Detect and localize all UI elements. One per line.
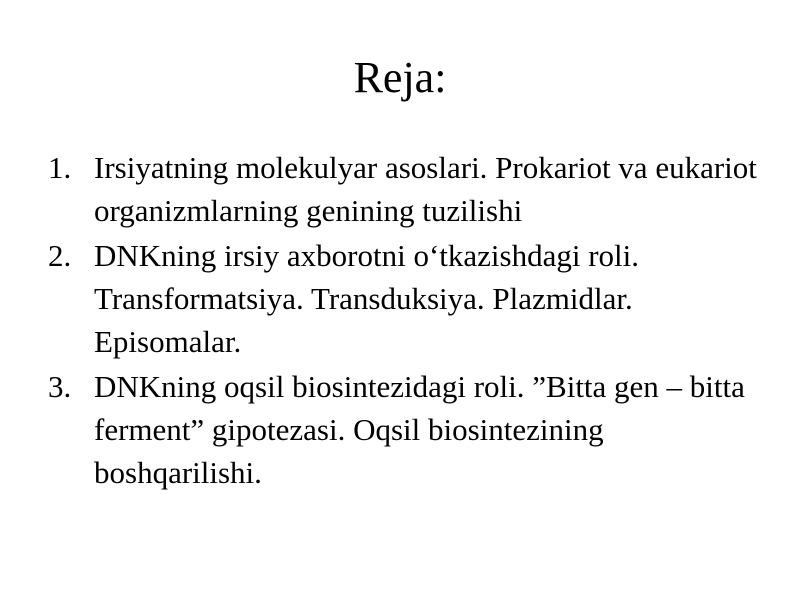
list-item-number: 1. xyxy=(48,150,72,185)
list-item-text: DNKning oqsil biosintezidagi roli. ”Bitta gen – bitta ferment” gipotezasi. Oqsil biosintezining boshqarilishi. xyxy=(94,369,745,490)
list-item-number: 2. xyxy=(48,238,72,273)
list-item xyxy=(48,234,758,363)
list-item xyxy=(48,146,758,232)
slide-title: Reja: xyxy=(353,53,447,102)
list-item xyxy=(48,365,758,494)
plan-list xyxy=(48,146,758,496)
list-item-text: DNKning irsiy axborotni o‘tkazishdagi roli. Transformatsiya. Transduksiya. Plazmidlar. Episomalar. xyxy=(94,238,639,359)
list-item-text: Irsiyatning molekulyar asoslari. Prokariot va eukariot organizmlarning genining tuzilishi xyxy=(94,150,757,228)
list-item-number: 3. xyxy=(48,369,72,404)
